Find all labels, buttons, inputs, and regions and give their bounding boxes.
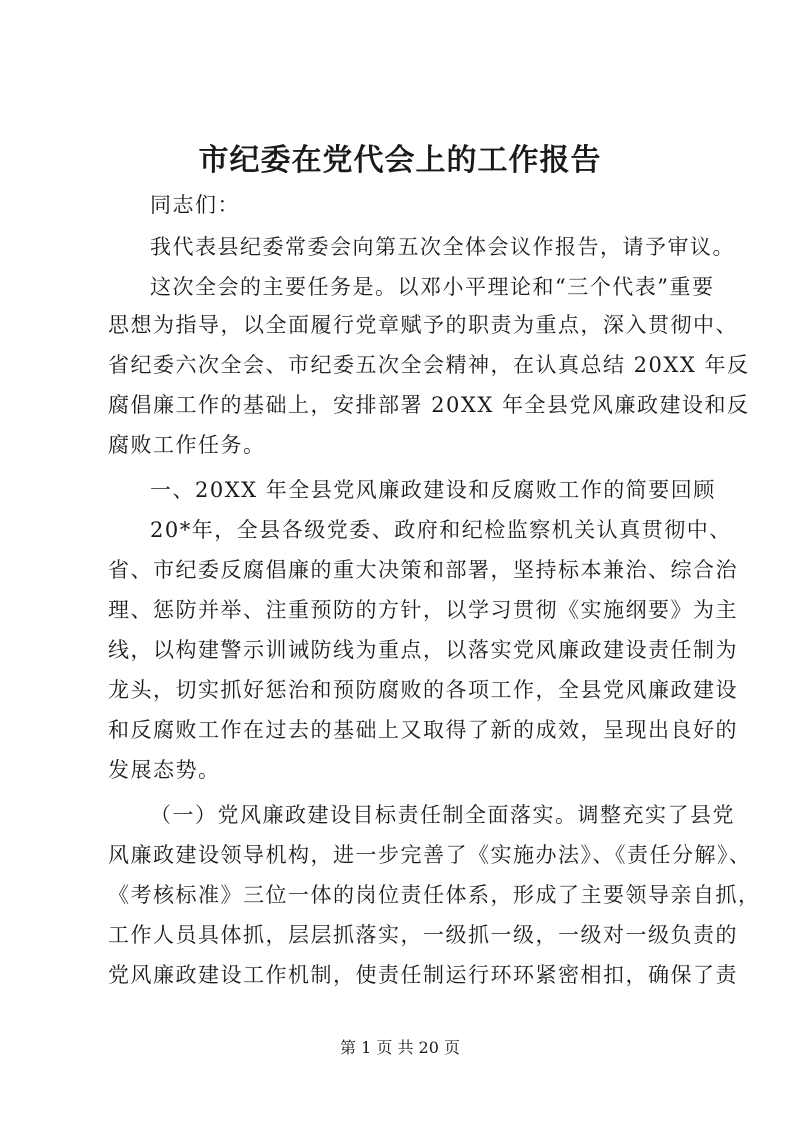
document-title: 市纪委在党代会上的工作报告 [198, 143, 602, 178]
body-line: 省纪委六次全会、市纪委五次全会精神，在认真总结 20XX 年反 [108, 353, 750, 377]
body-line: 我代表县纪委常委会向第五次全体会议作报告，请予审议。 [150, 235, 735, 259]
body-line: 这次全会的主要任务是。以邓小平理论和“三个代表”重要 [150, 275, 715, 299]
body-line: 腐败工作任务。 [108, 433, 266, 457]
body-line: 风廉政建设领导机构，进一步完善了《实施办法》、《责任分解》、 [108, 843, 752, 867]
body-line: 《考核标准》三位一体的岗位责任体系，形成了主要领导亲自抓， [108, 883, 761, 907]
body-line: 发展态势。 [108, 758, 221, 782]
body-line: 省、市纪委反腐倡廉的重大决策和部署，坚持标本兼治、综合治 [108, 558, 738, 582]
body-line: （一）党风廉政建设目标责任制全面落实。调整充实了县党 [150, 803, 735, 827]
body-line: 思想为指导，以全面履行党章赋予的职责为重点，深入贯彻中、 [108, 313, 738, 337]
body-line: 一、20XX 年全县党风廉政建设和反腐败工作的简要回顾 [150, 478, 716, 502]
body-line: 工作人员具体抓，层层抓落实，一级抓一级，一级对一级负责的 [108, 923, 738, 947]
body-line: 腐倡廉工作的基础上，安排部署 20XX 年全县党风廉政建设和反 [108, 393, 750, 417]
body-line: 线，以构建警示训诫防线为重点，以落实党风廉政建设责任制为 [108, 638, 738, 662]
body-line: 龙头，切实抓好惩治和预防腐败的各项工作，全县党风廉政建设 [108, 678, 738, 702]
body-line: 党风廉政建设工作机制，使责任制运行环环紧密相扣，确保了责 [108, 963, 738, 987]
body-line: 理、惩防并举、注重预防的方针，以学习贯彻《实施纲要》为主 [108, 598, 738, 622]
body-line: 20*年，全县各级党委、政府和纪检监察机关认真贯彻中、 [150, 518, 732, 542]
body-line: 和反腐败工作在过去的基础上又取得了新的成效，呈现出良好的 [108, 718, 738, 742]
page-number: 第 1 页 共 20 页 [340, 1038, 460, 1057]
body-line: 同志们： [150, 193, 240, 217]
